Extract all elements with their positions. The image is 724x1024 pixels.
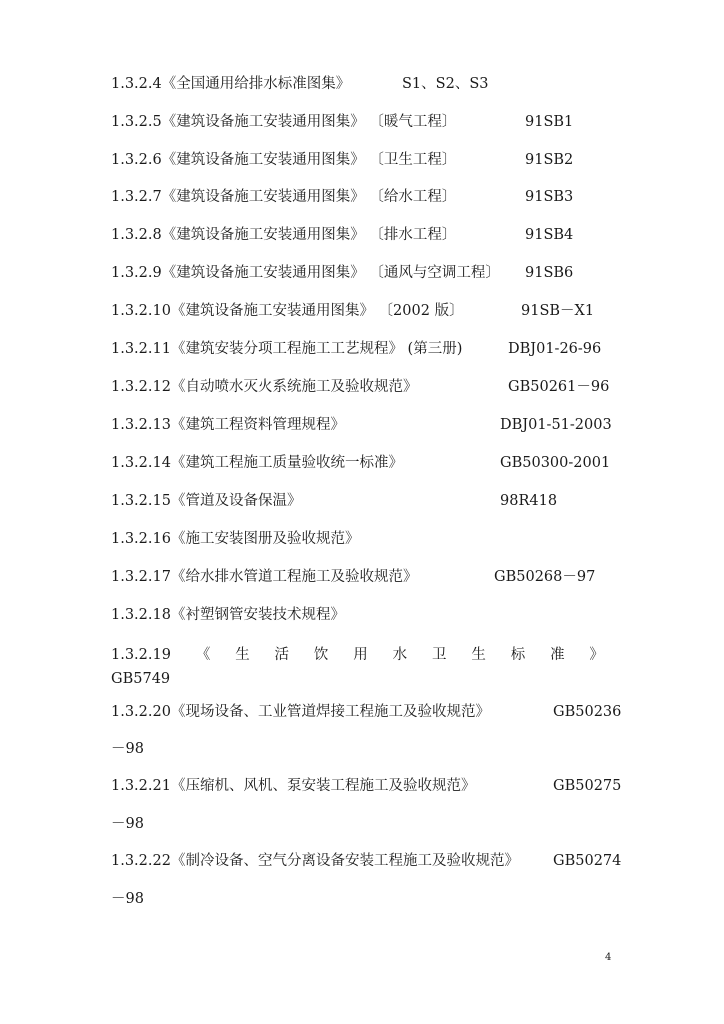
title-char: 用 bbox=[353, 647, 368, 663]
reference-1-3-2-9: 1.3.2.9《建筑设备施工安装通用图集》 〔通风与空调工程〕 bbox=[111, 265, 500, 281]
reference-1-3-2-6: 1.3.2.6《建筑设备施工安装通用图集》 〔卫生工程〕 bbox=[111, 152, 457, 168]
reference-1-3-2-18: 1.3.2.18《衬塑钢管安装技术规程》 bbox=[111, 607, 345, 623]
title-char: 水 bbox=[392, 647, 408, 663]
title-char: 活 bbox=[274, 647, 290, 663]
reference-code-continuation: －98 bbox=[111, 891, 144, 907]
title-open-bracket: 《 bbox=[195, 647, 211, 663]
reference-1-3-2-17: 1.3.2.17《给水排水管道工程施工及验收规范》 bbox=[111, 569, 418, 585]
reference-1-3-2-15: 1.3.2.15《管道及设备保温》 bbox=[111, 493, 302, 509]
reference-1-3-2-16: 1.3.2.16《施工安装图册及验收规范》 bbox=[111, 531, 360, 547]
reference-code: GB50275 bbox=[553, 778, 622, 794]
reference-1-3-2-20: 1.3.2.20《现场设备、工业管道焊接工程施工及验收规范》 bbox=[111, 704, 490, 720]
reference-code: 91SB－X1 bbox=[521, 303, 595, 319]
reference-1-3-2-12: 1.3.2.12《自动喷水灭火系统施工及验收规范》 bbox=[111, 379, 418, 395]
title-char: 饮 bbox=[313, 647, 329, 663]
title-char: 标 bbox=[510, 647, 526, 663]
reference-1-3-2-13: 1.3.2.13《建筑工程资料管理规程》 bbox=[111, 417, 345, 433]
reference-number: 1.3.2.19 bbox=[111, 647, 171, 663]
reference-1-3-2-8: 1.3.2.8《建筑设备施工安装通用图集》 〔排水工程〕 bbox=[111, 227, 457, 243]
reference-code: 91SB4 bbox=[525, 227, 574, 243]
reference-code: GB50274 bbox=[553, 853, 622, 869]
reference-1-3-2-22: 1.3.2.22《制冷设备、空气分离设备安装工程施工及验收规范》 bbox=[111, 853, 519, 869]
reference-1-3-2-19 bbox=[111, 646, 604, 664]
reference-code: 91SB6 bbox=[525, 265, 574, 281]
reference-1-3-2-21: 1.3.2.21《压缩机、风机、泵安装工程施工及验收规范》 bbox=[111, 778, 476, 794]
reference-code: GB50236 bbox=[553, 704, 622, 720]
reference-code: GB50268－97 bbox=[494, 569, 596, 585]
reference-1-3-2-5: 1.3.2.5《建筑设备施工安装通用图集》 〔暖气工程〕 bbox=[111, 114, 457, 130]
reference-1-3-2-14: 1.3.2.14《建筑工程施工质量验收统一标准》 bbox=[111, 455, 403, 471]
reference-code: 98R418 bbox=[500, 493, 558, 509]
reference-code: 91SB3 bbox=[525, 189, 574, 205]
reference-code: GB50300-2001 bbox=[500, 455, 611, 471]
reference-code: 91SB2 bbox=[525, 152, 574, 168]
reference-code-continuation: －98 bbox=[111, 816, 144, 832]
reference-1-3-2-11: 1.3.2.11《建筑安装分项工程施工工艺规程》 (第三册) bbox=[111, 341, 463, 357]
reference-1-3-2-4: 1.3.2.4《全国通用给排水标准图集》 bbox=[111, 76, 351, 92]
reference-code: S1、S2、S3 bbox=[402, 76, 489, 92]
title-close-bracket: 》 bbox=[589, 647, 604, 663]
title-char: 卫 bbox=[431, 647, 447, 663]
reference-code: DBJ01-26-96 bbox=[508, 341, 602, 357]
reference-code-continuation: －98 bbox=[111, 741, 144, 757]
reference-code-continuation: GB5749 bbox=[111, 671, 171, 687]
reference-1-3-2-10: 1.3.2.10《建筑设备施工安装通用图集》 〔2002 版〕 bbox=[111, 303, 464, 319]
title-char: 生 bbox=[235, 647, 250, 663]
reference-1-3-2-7: 1.3.2.7《建筑设备施工安装通用图集》 〔给水工程〕 bbox=[111, 189, 457, 205]
reference-code: DBJ01-51-2003 bbox=[500, 417, 612, 433]
reference-code: 91SB1 bbox=[525, 114, 574, 130]
page-number: 4 bbox=[605, 952, 612, 963]
title-char: 生 bbox=[471, 647, 486, 663]
title-char: 准 bbox=[550, 647, 565, 663]
reference-code: GB50261－96 bbox=[508, 379, 610, 395]
